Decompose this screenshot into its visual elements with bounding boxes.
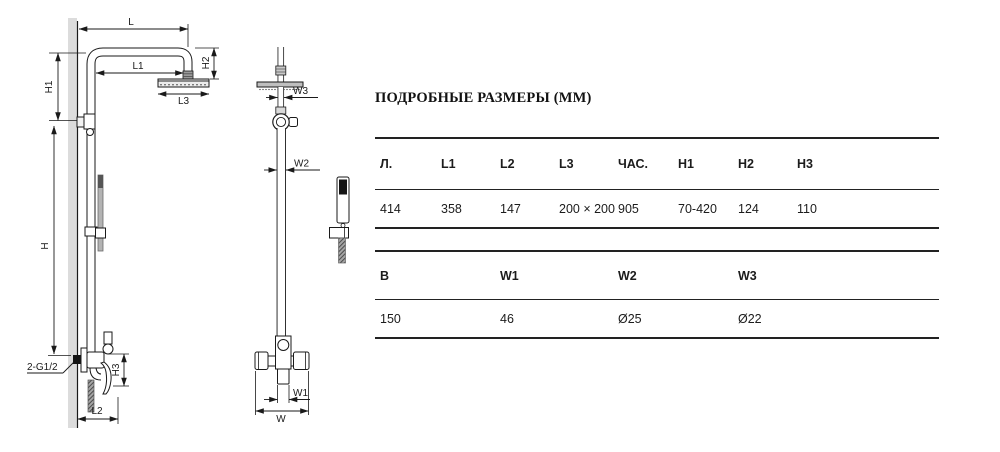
dimension-value: Ø22	[738, 311, 762, 326]
dim-L2	[78, 397, 119, 424]
dimension-value: 150	[380, 311, 401, 326]
dim-W-label: W	[276, 414, 286, 425]
dim-W3-label: W3	[293, 86, 308, 97]
dimension-value: 70-420	[678, 201, 717, 216]
dim-L1-label: L1	[132, 61, 144, 72]
dim-W1-label: W1	[293, 388, 308, 399]
dimension-value: 46	[500, 311, 514, 326]
technical-drawing	[0, 0, 372, 452]
column-header: L3	[559, 157, 574, 171]
dim-H2-label: H2	[201, 56, 212, 70]
table-value-row	[375, 190, 939, 227]
dim-L1	[96, 61, 184, 73]
dim-L	[79, 17, 188, 47]
dimension-value: 110	[797, 201, 817, 216]
riser-and-arm-pipe	[91, 52, 188, 356]
mixer-front	[255, 336, 309, 384]
dim-H1-label: H1	[44, 80, 55, 94]
dim-H	[40, 126, 71, 356]
column-header: B	[380, 268, 390, 283]
side-view	[27, 17, 219, 428]
dimension-value: Ø25	[618, 311, 642, 326]
dim-L3-label: L3	[177, 96, 190, 107]
dim-L3	[158, 94, 209, 107]
dim-W3	[266, 86, 318, 98]
ring-joint	[273, 114, 298, 130]
column-header: Л.	[380, 157, 393, 171]
top-pipe	[276, 47, 286, 84]
hand-shower-holder	[330, 228, 349, 239]
wall-bracket	[77, 114, 95, 136]
page-title: ПОДРОБНЫЕ РАЗМЕРЫ (ММ)	[375, 90, 592, 106]
column-header: H1	[678, 157, 694, 171]
table-value-row	[375, 300, 939, 337]
column-header: W3	[738, 268, 757, 283]
dimensions-table-secondary	[375, 250, 939, 339]
dimension-value: 124	[738, 201, 759, 216]
dim-L-label: L	[128, 17, 134, 28]
dim-H1	[44, 53, 86, 121]
dimension-value: 147	[500, 201, 521, 216]
dim-L2-label: L2	[91, 406, 103, 417]
thread-label: 2-G1/2	[27, 362, 58, 373]
table-header-row	[375, 139, 939, 190]
column-header: L2	[500, 157, 515, 171]
dimension-tables	[375, 137, 939, 339]
column-header: L1	[441, 157, 456, 171]
thread-callout	[27, 362, 74, 373]
shower-head-side	[158, 79, 209, 87]
dim-W2-label: W2	[294, 158, 309, 170]
column-header: W2	[618, 268, 637, 283]
dimension-value: 358	[441, 201, 462, 216]
dimension-value: 414	[380, 201, 401, 216]
column-header: ЧАС.	[618, 157, 648, 171]
hand-shower-side	[96, 175, 106, 251]
column-header: H3	[797, 157, 813, 171]
dim-H-label: H	[40, 242, 51, 250]
dim-H3-label: H3	[111, 363, 122, 377]
dim-W2	[264, 159, 320, 171]
table-header-row	[375, 252, 939, 300]
upper-riser-front	[276, 87, 286, 114]
handle-right	[294, 352, 310, 370]
dimension-value: 905	[618, 201, 639, 216]
front-view	[255, 47, 349, 425]
handle-left	[255, 352, 268, 370]
column-header: W1	[500, 268, 519, 283]
hand-shower-head	[339, 180, 347, 195]
dim-H2	[195, 48, 219, 79]
dimension-value: 200 × 200	[559, 201, 615, 216]
wall-connection	[73, 355, 81, 364]
hose-front	[339, 238, 346, 263]
dimensions-table-primary	[375, 137, 939, 229]
column-header: H2	[738, 157, 754, 171]
dim-W1	[264, 385, 310, 403]
hand-shower-front	[330, 177, 350, 263]
